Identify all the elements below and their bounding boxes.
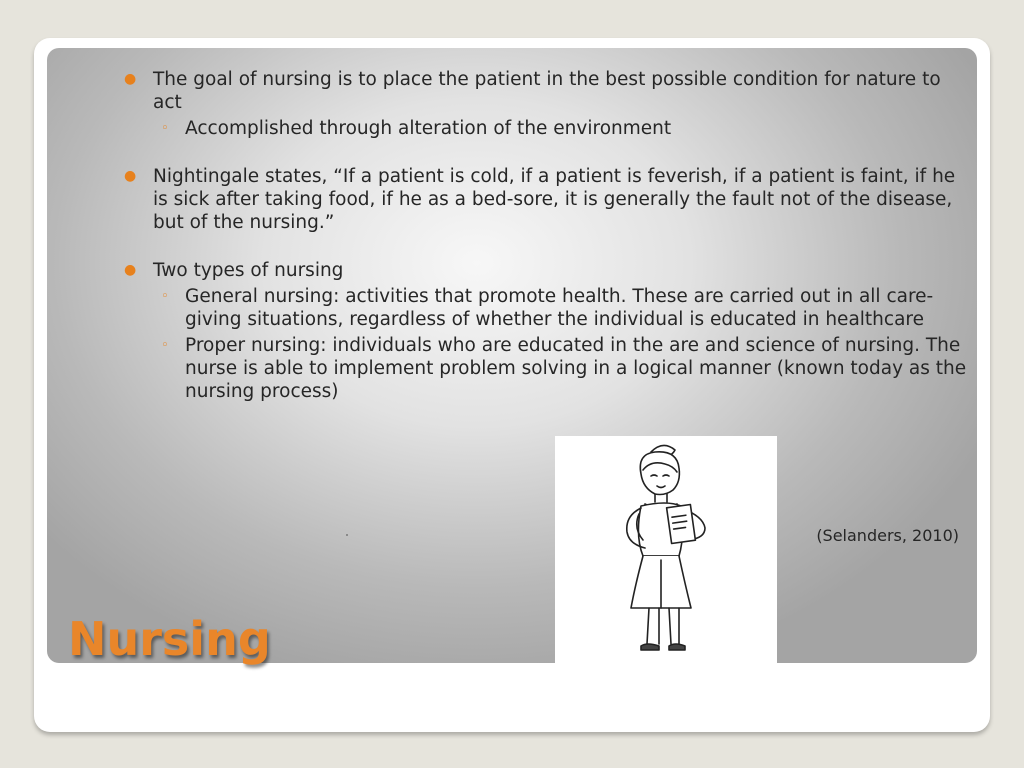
citation: (Selanders, 2010) bbox=[816, 526, 959, 545]
sub-bullet-item bbox=[107, 285, 967, 331]
sub-bullet-text: Accomplished through alteration of the environment bbox=[185, 118, 672, 139]
slide-title: Nursing bbox=[68, 612, 271, 666]
sub-bullet-text: General nursing: activities that promote health. These are carried out in all care-giving situations, regardless of whether the individual is educated in healthcare bbox=[185, 286, 934, 330]
bullet-icon: ● bbox=[124, 71, 137, 87]
nurse-drawing-icon bbox=[555, 436, 777, 668]
bullet-text: Nightingale states, “If a patient is cold, if a patient is feverish, if a patient is faint, if he is sick after taking food, if he as a bed-sore, it is generally the fault not of the disease, but of the nursing.” bbox=[153, 166, 956, 233]
sub-bullet-icon: ◦ bbox=[161, 338, 169, 353]
bullet-item bbox=[107, 165, 967, 234]
sub-bullet-item bbox=[107, 117, 967, 140]
bullet-list bbox=[107, 68, 967, 403]
stray-dot bbox=[346, 534, 348, 536]
bullet-text: Two types of nursing bbox=[153, 260, 344, 281]
bullet-item bbox=[107, 259, 967, 282]
nurse-illustration bbox=[555, 436, 777, 668]
bullet-icon: ● bbox=[124, 262, 137, 278]
bullet-icon: ● bbox=[124, 168, 137, 184]
sub-bullet-icon: ◦ bbox=[161, 289, 169, 304]
content-panel bbox=[47, 48, 977, 663]
sub-bullet-item bbox=[107, 334, 967, 403]
sub-bullet-icon: ◦ bbox=[161, 121, 169, 136]
bullet-item bbox=[107, 68, 967, 114]
sub-bullet-text: Proper nursing: individuals who are educated in the are and science of nursing. The nurse is able to implement problem solving in a logical manner (known today as the nursing process) bbox=[185, 335, 967, 402]
bullet-text: The goal of nursing is to place the patient in the best possible condition for nature to act bbox=[153, 69, 941, 113]
